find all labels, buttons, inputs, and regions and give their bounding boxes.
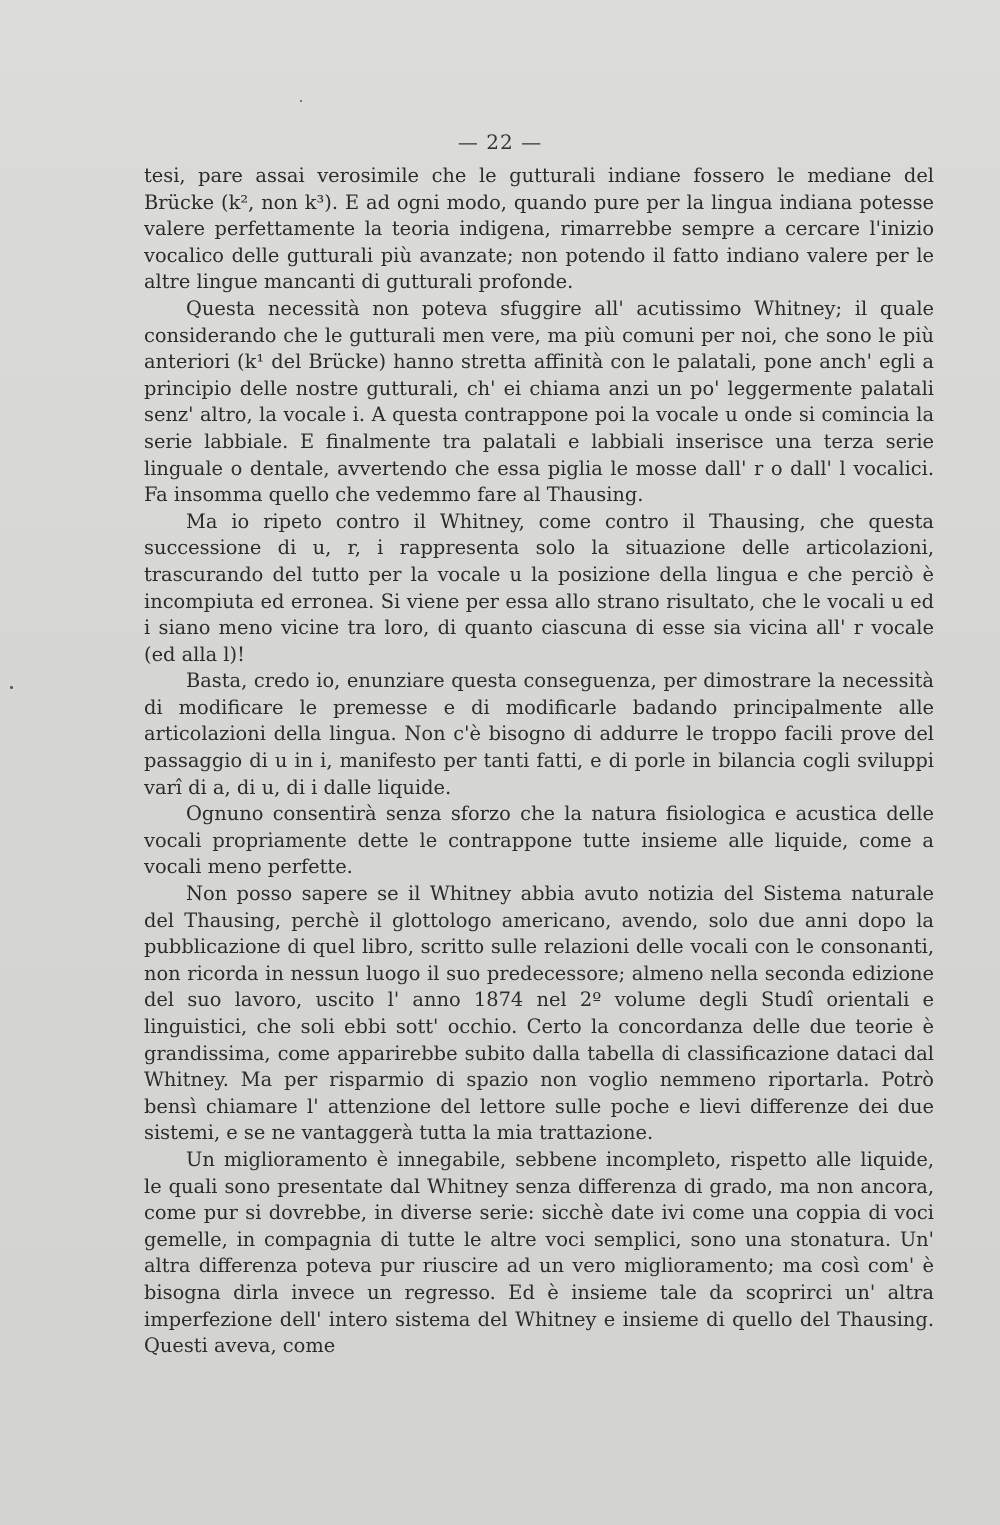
paragraph-1: tesi, pare assai verosimile che le gutturali indiane fossero le mediane del Brücke (k², non k³). E ad ogni modo, quando pure per la lingua indiana potesse valere perfettamente la teoria indigena, rimarrebbe sempre a cercare l'inizio vocalico delle gutturali più avanzate; non potendo il fatto indiano valere per le altre lingue mancanti di gutturali profonde. <box>144 164 934 294</box>
body-text <box>144 163 934 1360</box>
paper-speck <box>10 686 13 689</box>
paper-speck <box>300 100 302 102</box>
page-number: — 22 — <box>457 130 543 154</box>
paragraph-5: Ognuno consentirà senza sforzo che la natura fisiologica e acustica delle vocali propriamente dette le contrappone tutte insieme alle liquide, come a vocali meno perfette. <box>144 802 934 879</box>
paragraph-6: Non posso sapere se il Whitney abbia avuto notizia del Sistema naturale del Thausing, perchè il glottologo americano, avendo, solo due anni dopo la pubblicazione di quel libro, scritto sulle relazioni delle vocali con le consonanti, non ricorda in nessun luogo il suo predecessore; almeno nella seconda edizione del suo lavoro, uscito l' anno 1874 nel 2º volume degli Studî orientali e linguistici, che soli ebbi sott' occhio. Certo la concordanza delle due teorie è grandissima, come apparirebbe subito dalla tabella di classificazione dataci dal Whitney. Ma per risparmio di spazio non voglio nemmeno riportarla. Potrò bensì chiamare l' attenzione del lettore sulle poche e lievi differenze dei due sistemi, e se ne vantaggerà tutta la mia trattazione. <box>144 882 934 1145</box>
paragraph-4: Basta, credo io, enunziare questa conseguenza, per dimostrare la necessità di modificare le premesse e di modificarle badando principalmente alle articolazioni della lingua. Non c'è bisogno di addurre le troppo facili prove del passaggio di u in i, manifesto per tanti fatti, e di porle in bilancia cogli sviluppi varî di a, di u, di i dalle liquide. <box>144 669 934 799</box>
paragraph-2: Questa necessità non poteva sfuggire all' acutissimo Whitney; il quale considerando che le gutturali men vere, ma più comuni per noi, che sono le più anteriori (k¹ del Brücke) hanno stretta affinità con le palatali, pone anch' egli a principio delle nostre gutturali, ch' ei chiama anzi un po' leggermente palatali senz' altro, la vocale i. A questa contrappone poi la vocale u onde si comincia la serie labbiale. E finalmente tra palatali e labbiali inserisce una terza serie linguale o dentale, avvertendo che essa piglia le mosse dall' r o dall' l vocalici. Fa insomma quello che vedemmo fare al Thausing. <box>144 296 934 507</box>
paragraph-7: Un miglioramento è innegabile, sebbene incompleto, rispetto alle liquide, le quali sono presentate dal Whitney senza differenza di grado, ma non ancora, come pur si dovrebbe, in diverse serie: sicchè date ivi come una coppia di voci gemelle, in compagnia di tutte le altre voci semplici, sono una stonatura. Un' altra differenza poteva pur riuscire ad un vero miglioramento; ma così com' è bisogna dirla invece un regresso. Ed è insieme tale da scoprirci un' altra imperfezione dell' intero sistema del Whitney e insieme di quello del Thausing. Questi aveva, come <box>144 1147 934 1358</box>
paragraph-3: Ma io ripeto contro il Whitney, come contro il Thausing, che questa successione di u, r, i rappresenta solo la situazione delle articolazioni, trascurando del tutto per la vocale u la posizione della lingua e che perciò è incompiuta ed erronea. Si viene per essa allo strano risultato, che le vocali u ed i siano meno vicine tra loro, di quanto ciascuna di esse sia vicina all' r vocale (ed alla l)! <box>144 509 934 666</box>
